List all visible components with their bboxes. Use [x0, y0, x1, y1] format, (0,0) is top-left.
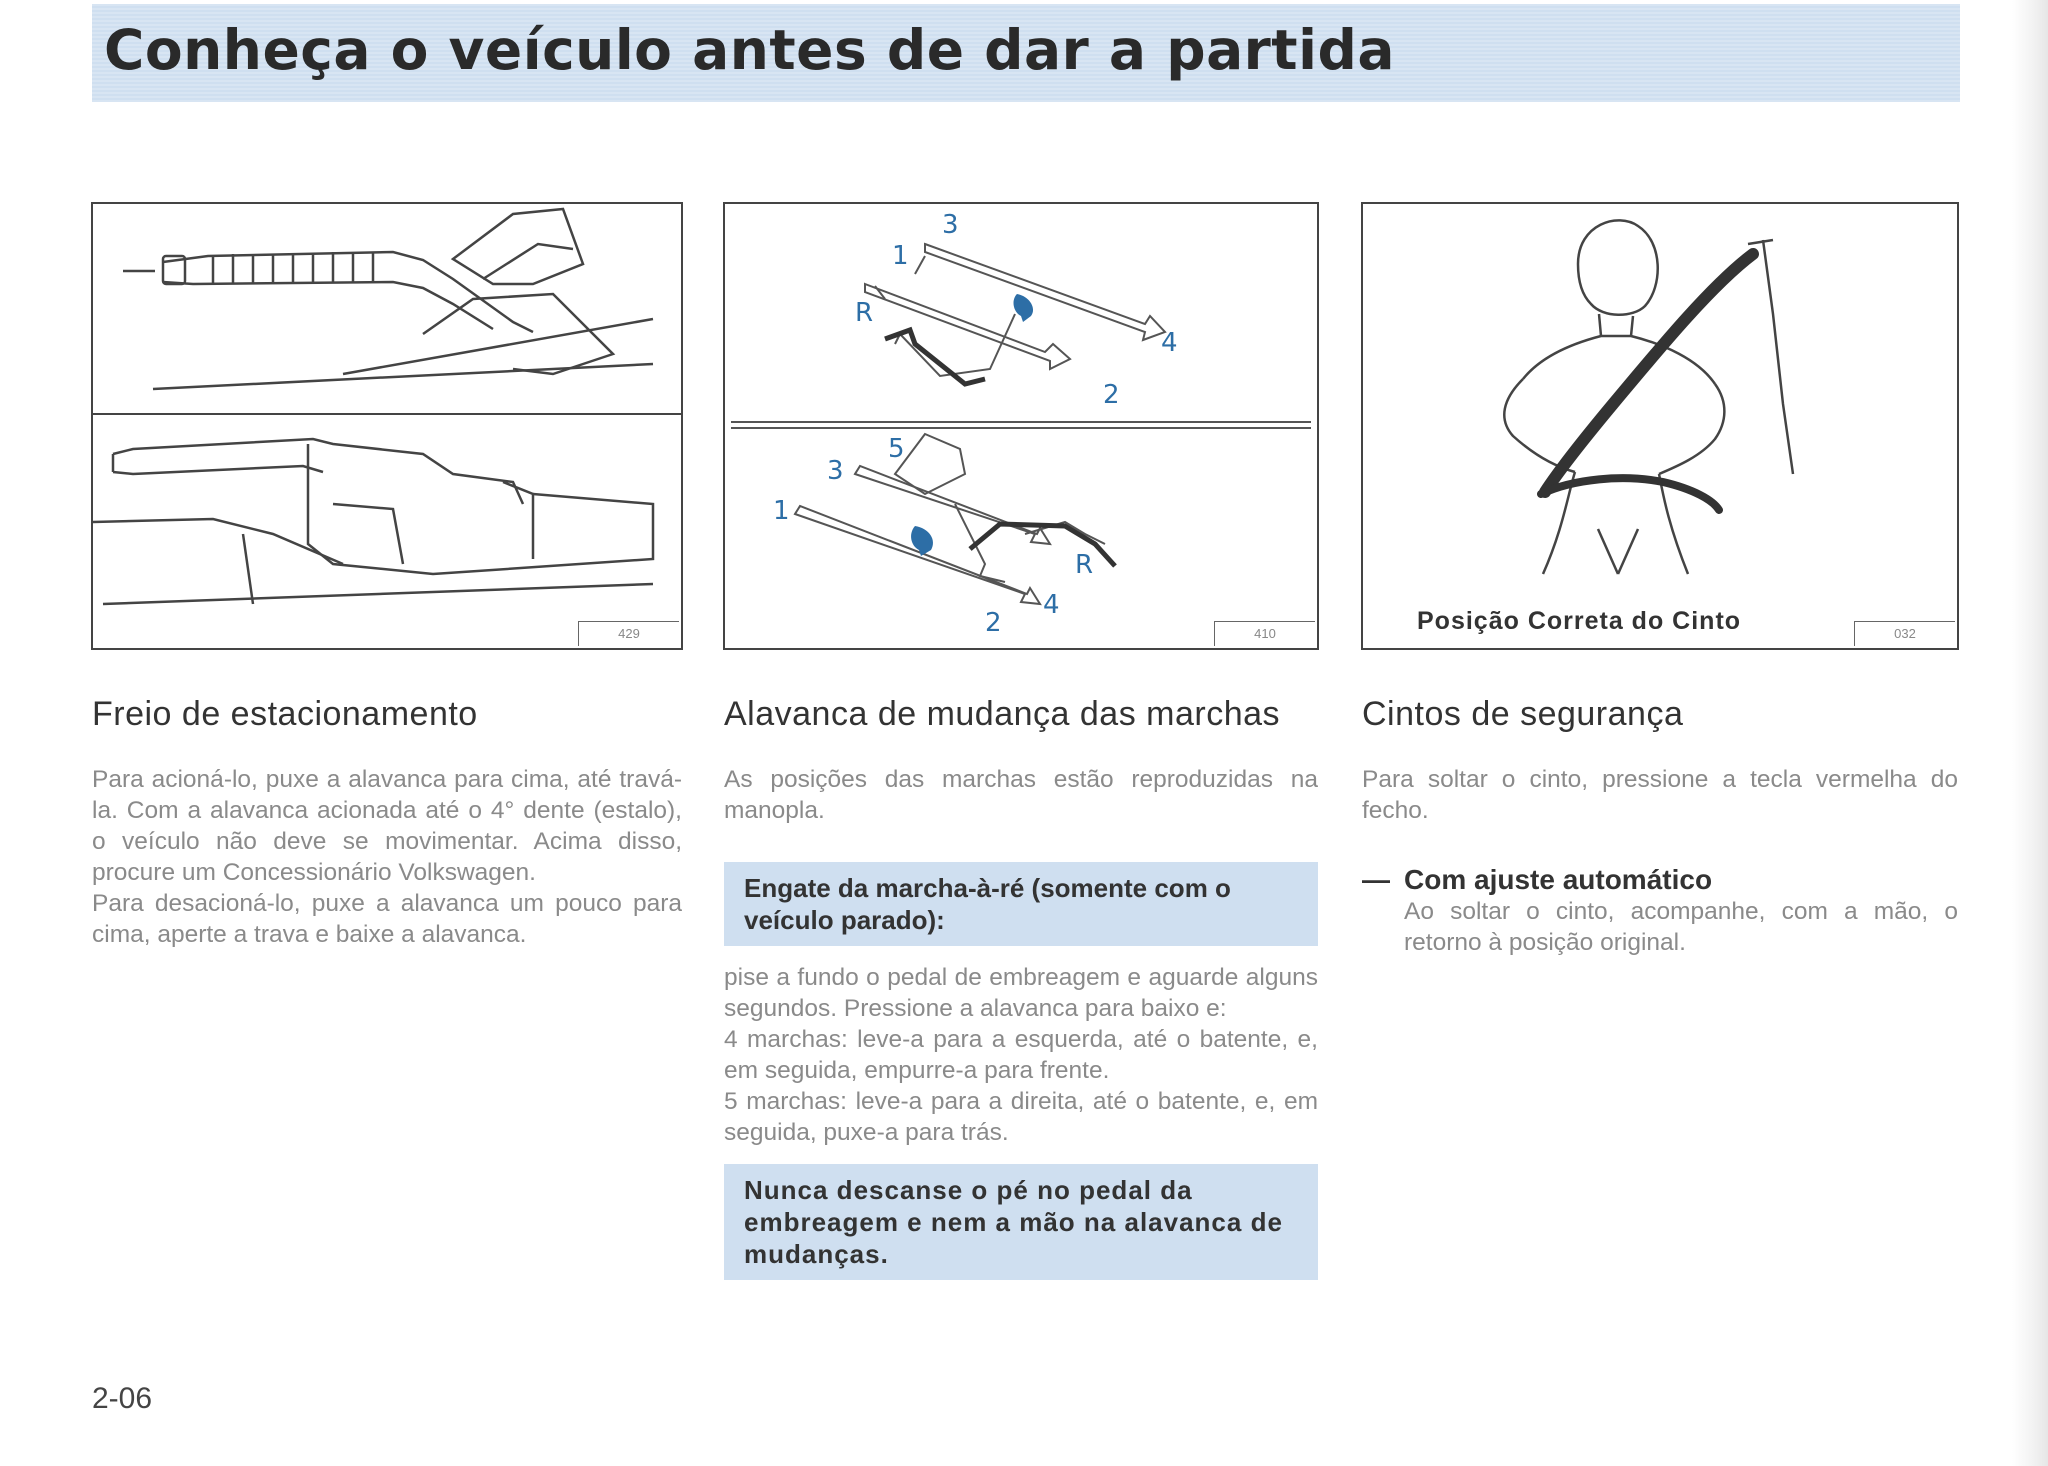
page-number: 2-06	[92, 1382, 153, 1415]
gear-label-1b: 1	[773, 496, 790, 526]
seat-belt-drawing	[1363, 204, 1957, 648]
clutch-warning: Nunca descanse o pé no pedal da embreagem e nem a mão na alavanca de mudanças.	[724, 1164, 1318, 1280]
auto-adjust-label: Com ajuste automático	[1404, 864, 1713, 895]
parking-brake-section	[92, 695, 682, 950]
auto-adjust-text: Ao soltar o cinto, acompanhe, com a mão, o retorno à posição original.	[1404, 898, 1958, 956]
gear-label-r: R	[855, 298, 874, 328]
reverse-step: pise a fundo o pedal de embreagem e aguarde alguns segundos. Pressione a alavanca para baixo e:	[724, 964, 1318, 1022]
gear-intro: As posições das marchas estão reproduzidas na manopla.	[724, 766, 1318, 824]
auto-adjust-heading	[1362, 864, 1958, 896]
parking-brake-illustration	[91, 202, 683, 650]
brake-paragraph-apply: Para acioná-lo, puxe a alavanca para cima, até travá-la. Com a alavanca acionada até o 4° dente (estalo), o veículo não deve se movimentar. Acima disso, procure um Concessionário Volkswagen.	[92, 766, 682, 886]
section-heading: Alavanca de mudança das marchas	[724, 695, 1281, 733]
figure-caption: Posição Correta do Cinto	[1417, 607, 1742, 635]
dash-bullet: —	[1362, 864, 1390, 895]
seat-belt-illustration	[1361, 202, 1959, 650]
gear-lever-section	[724, 695, 1318, 1296]
reverse-4-gears: 4 marchas: leve-a para a esquerda, até o batente, e, em seguida, empurre-a para frente.	[724, 1026, 1318, 1084]
title-band	[92, 4, 1960, 102]
figure-number: 429	[578, 621, 679, 646]
section-heading: Freio de estacionamento	[92, 695, 478, 733]
gear-label-rb: R	[1075, 550, 1094, 580]
gear-label-2: 2	[1103, 380, 1120, 410]
gear-label-3b: 3	[827, 456, 844, 486]
parking-brake-drawing	[93, 204, 681, 648]
gear-label-1: 1	[892, 241, 909, 271]
section-heading: Cintos de segurança	[1362, 695, 1684, 733]
page-edge-shadow	[2012, 0, 2048, 1466]
gear-label-4b: 4	[1043, 590, 1060, 620]
gear-pattern-drawing	[725, 204, 1317, 648]
gear-label-4: 4	[1161, 328, 1178, 358]
brake-paragraph-release: Para desacioná-lo, puxe a alavanca um pouco para cima, aperte a trava e baixe a alavanca.	[92, 890, 682, 948]
gear-label-2b: 2	[985, 608, 1002, 638]
belt-intro: Para soltar o cinto, pressione a tecla vermelha do fecho.	[1362, 766, 1958, 824]
figure-number: 410	[1214, 621, 1315, 646]
gear-label-3: 3	[942, 210, 959, 240]
seat-belt-section	[1362, 695, 1958, 958]
gear-pattern-illustration	[723, 202, 1319, 650]
page-title: Conheça o veículo antes de dar a partida	[104, 18, 1395, 82]
gear-label-5: 5	[888, 434, 905, 464]
reverse-5-gears: 5 marchas: leve-a para a direita, até o batente, e, em seguida, puxe-a para trás.	[724, 1088, 1318, 1146]
reverse-gear-note: Engate da marcha-à-ré (somente com o veículo parado):	[724, 862, 1318, 946]
figure-number: 032	[1854, 621, 1955, 646]
